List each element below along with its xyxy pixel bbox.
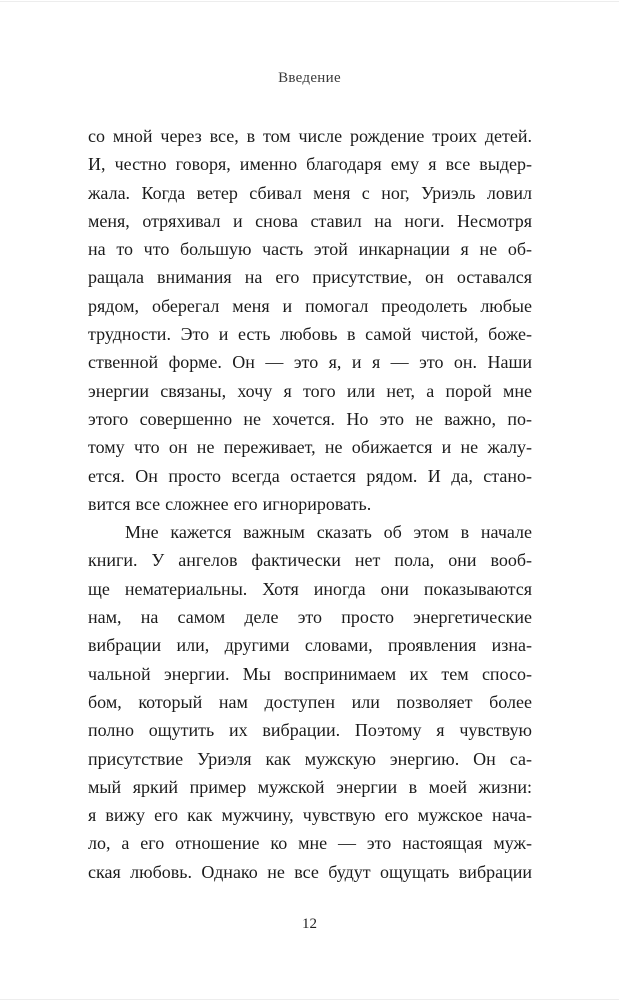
text-line: Мне кажется важным сказать об этом в начале (125, 522, 532, 543)
text-line: тому что он не переживает, не обижается и не жалу- (88, 437, 532, 458)
text-line: вится все сложнее его игнорировать. (88, 493, 372, 514)
page-number: 12 (302, 916, 317, 932)
text-line: вибрации или, другими словами, проявления изна- (88, 635, 532, 656)
text-line: ская любовь. Однако не все будут ощущать вибрации (88, 861, 532, 882)
text-line: меня, отряхивал и снова ставил на ноги. Несмотря (88, 210, 532, 231)
text-line: ращала внимания на его присутствие, он оставался (88, 267, 532, 288)
text-line: жала. Когда ветер сбивал меня с ног, Уриэль ловил (88, 182, 532, 203)
text-line: полно ощутить их вибрации. Поэтому я чувствую (88, 720, 532, 741)
page-edge-bottom (0, 999, 619, 1000)
text-line: ло, а его отношение ко мне — это настоящая муж- (88, 833, 532, 854)
text-line: чальной энергии. Мы воспринимаем их тем спосо- (88, 663, 532, 684)
text-line: присутствие Уриэля как мужскую энергию. Он са- (88, 748, 532, 769)
text-line: И, честно говоря, именно благодаря ему я все выдер- (88, 154, 532, 175)
text-line: мый яркий пример мужской энергии в моей жизни: (88, 776, 532, 797)
text-line: ется. Он просто всегда остается рядом. И да, стано- (88, 465, 532, 486)
text-line: нам, на самом деле это просто энергетические (88, 607, 532, 628)
text-line: рядом, оберегал меня и помогал преодолеть любые (88, 295, 532, 316)
text-line: на то что большую часть этой инкарнации я не об- (88, 239, 532, 260)
text-line: книги. У ангелов фактически нет пола, они вооб- (88, 550, 532, 571)
text-line: трудности. Это и есть любовь в самой чистой, боже- (88, 324, 532, 345)
page-edge-top (0, 1, 619, 2)
body-text (88, 122, 532, 886)
running-header: Введение (278, 70, 341, 86)
text-line: я вижу его как мужчину, чувствую его мужское нача- (88, 805, 532, 826)
text-line: ственной форме. Он — это я, и я — это он. Наши (88, 352, 532, 373)
text-line: бом, который нам доступен или позволяет более (88, 691, 532, 712)
text-line: этого совершенно не хочется. Но это не важно, по- (88, 408, 532, 429)
text-line: со мной через все, в том числе рождение троих детей. (88, 126, 532, 146)
text-line: ще нематериальны. Хотя иногда они показываются (88, 578, 532, 599)
text-line: энергии связаны, хочу я того или нет, а порой мне (88, 380, 532, 401)
